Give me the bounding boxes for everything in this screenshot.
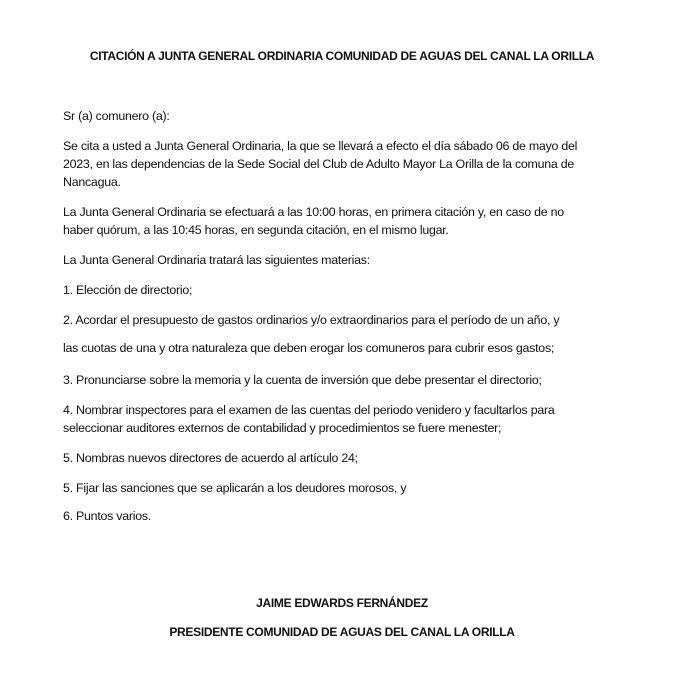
paragraph-line: La Junta General Ordinaria se efectuará a las 10:00 horas, en primera citación y, en caso de no	[63, 205, 564, 219]
list-item: 1. Elección de directorio;	[63, 283, 193, 297]
signature-name: JAIME EDWARDS FERNÁNDEZ	[256, 596, 428, 610]
document-title: CITACIÓN A JUNTA GENERAL ORDINARIA COMUNIDAD DE AGUAS DEL CANAL LA ORILLA	[89, 49, 595, 63]
list-item: seleccionar auditores externos de contabilidad y procedimientos se fuere menester;	[63, 421, 502, 435]
list-item: 3. Pronunciarse sobre la memoria y la cuenta de inversión que debe presentar el directorio;	[63, 373, 542, 387]
paragraph-line: haber quórum, a las 10:45 horas, en segunda citación, en el mismo lugar.	[63, 223, 449, 237]
list-item: 6. Puntos varios.	[63, 509, 152, 523]
list-item: 5. Nombras nuevos directores de acuerdo al artículo 24;	[63, 451, 358, 465]
greeting: Sr (a) comunero (a):	[63, 109, 170, 123]
list-item: 2. Acordar el presupuesto de gastos ordinarios y/o extraordinarios para el período de un año, y	[63, 313, 560, 327]
paragraph-line: 2023, en las dependencias de la Sede Social del Club de Adulto Mayor La Orilla de la comuna de	[63, 157, 575, 171]
list-item: las cuotas de una y otra naturaleza que deben erogar los comuneros para cubrir esos gastos;	[63, 341, 555, 355]
paragraph-line: La Junta General Ordinaria tratará las siguientes materias:	[63, 253, 370, 267]
paragraph-line: Nancagua.	[63, 175, 121, 189]
paragraph-line: Se cita a usted a Junta General Ordinaria, la que se llevará a efecto el día sábado 06 de mayo del	[63, 139, 578, 153]
signature-role: PRESIDENTE COMUNIDAD DE AGUAS DEL CANAL LA ORILLA	[169, 625, 515, 639]
list-item: 5. Fijar las sanciones que se aplicarán a los deudores morosos, y	[63, 481, 407, 495]
list-item: 4. Nombrar inspectores para el examen de las cuentas del periodo venidero y facultarlos para	[63, 403, 555, 417]
